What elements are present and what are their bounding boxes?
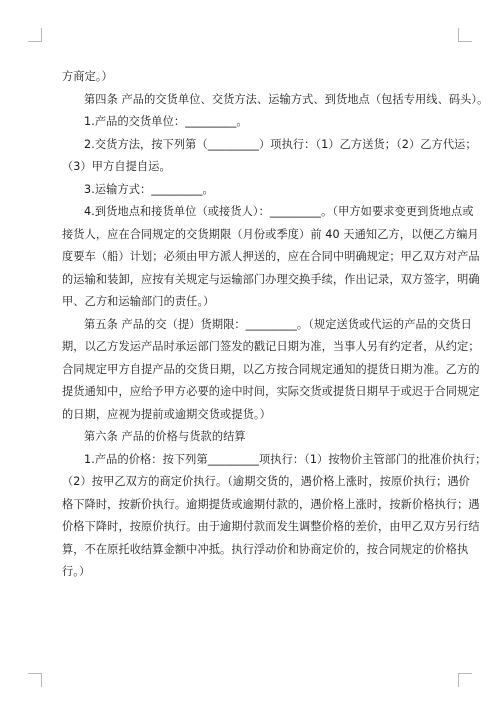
document-body: [62, 66, 489, 584]
text-line: 度要车（船）计划；必须由甲方派人押送的，应在合同中明确规定；甲乙双方对产品: [62, 250, 480, 263]
article-6-heading: 第六条 产品的价格与货款的结算: [84, 430, 246, 443]
text-line: 的日期，应视为提前或逾期交货或提货。）: [62, 407, 271, 421]
text-line: 价格下降时，按原价执行。由于逾期付款而发生调整价格的差价，由甲乙双方另行结: [62, 520, 480, 533]
text-line: 甲、乙方和运输部门的责任。）: [62, 295, 215, 308]
text-line: 提货通知中，应给予甲方必要的途中时间，实际交货或提货日期早于或迟于合同规定: [62, 385, 480, 398]
crop-mark-bottom-right: [458, 673, 472, 687]
text-line: 期，以乙方发运产品时承运部门签发的戳记日期为准，当事人另有约定者，从约定；: [62, 340, 480, 353]
text-line: 4.到货地点和接货单位（或接货人）：_________。（甲方如要求变更到货地点或: [84, 205, 474, 218]
text-line: 格下降时，按新价执行。逾期提货或逾期付款的，遇价格上涨时，按新价格执行；遇: [62, 497, 480, 511]
text-line: 3.运输方式：_________。: [84, 182, 214, 196]
text-line: 的运输和装卸，应按有关规定与运输部门办理交换手续，作出记录，双方签字，明确: [62, 272, 480, 286]
text-line: 1.产品的价格：按下列第_________项执行：（1）按物价主管部门的批准价执行；: [84, 452, 487, 466]
article-5-heading: 第五条 产品的交（提）货期限：_________。（规定送货或代运的产品的交货日: [84, 317, 472, 331]
text-line: 算，不在原托收结算金额中冲抵。执行浮动价和协商定价的，按合同规定的价格执: [62, 542, 469, 556]
text-line: 合同规定甲方自提产品的交货日期，以乙方按合同规定通知的提货日期为准。乙方的: [62, 362, 480, 376]
text-line: 方商定。）: [62, 70, 113, 83]
crop-mark-top-right: [458, 28, 472, 42]
text-line: 行。）: [62, 565, 91, 578]
text-line: （3）甲方自提自运。: [62, 160, 171, 173]
article-4-heading: 第四条 产品的交货单位、交货方法、运输方式、到货地点（包括专用线、码头）。: [84, 92, 489, 106]
text-line: 1.产品的交货单位：_________。: [84, 115, 248, 128]
text-line: 2.交货方法，按下列第（_________）项执行：（1）乙方送货；（2）乙方代运；: [84, 137, 477, 151]
crop-mark-bottom-left: [28, 673, 42, 687]
crop-mark-top-left: [28, 28, 42, 42]
text-line: （2）按甲乙双方的商定价执行。（逾期交货的，遇价格上涨时，按原价执行；遇价: [62, 475, 470, 488]
text-line: 接货人，应在合同规定的交货期限（月份或季度）前 40 天通知乙方，以便乙方编月: [62, 227, 479, 241]
